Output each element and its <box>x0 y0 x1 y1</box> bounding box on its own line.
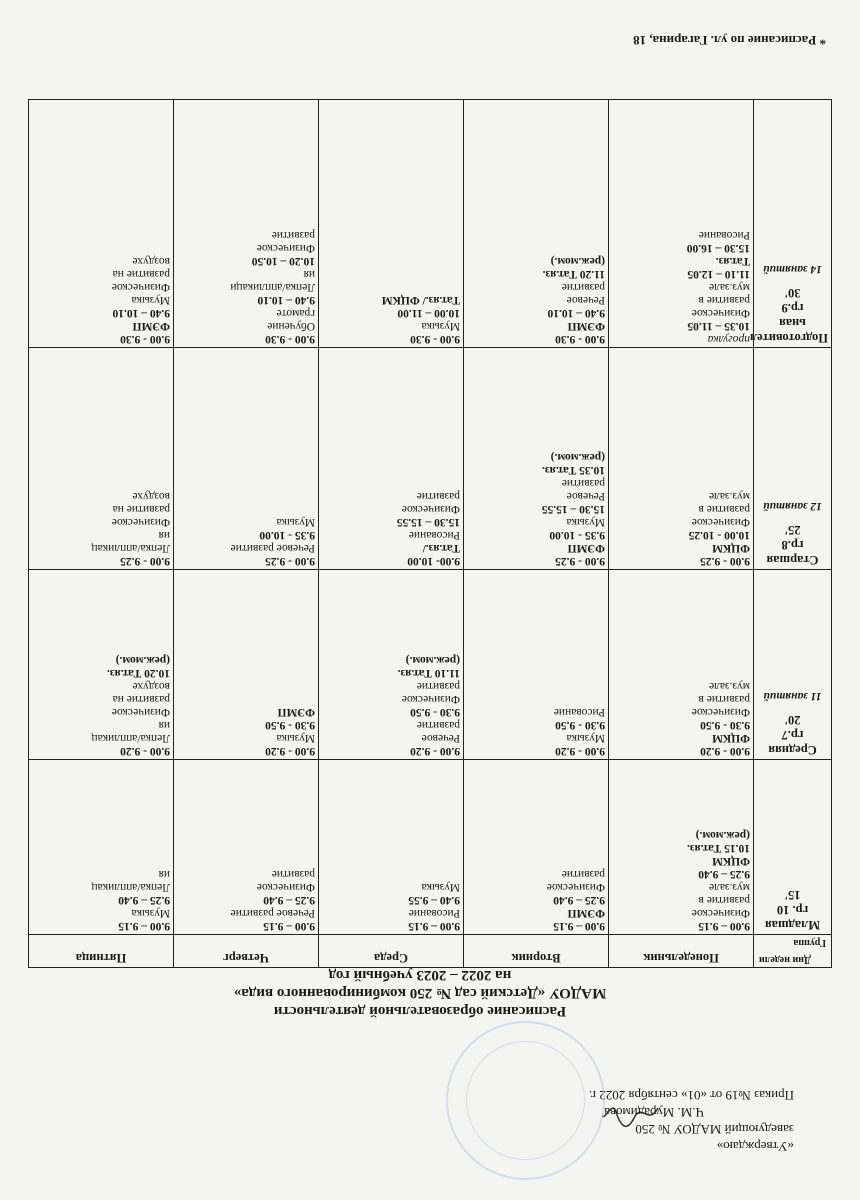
schedule-line: Физическое <box>691 307 750 319</box>
schedule-line: муз.зале <box>708 881 750 893</box>
schedule-cell <box>319 348 464 570</box>
schedule-cell <box>29 760 174 935</box>
corner-group: Группа <box>793 937 826 948</box>
schedule-line: 9.00 – 9.15 <box>698 920 750 932</box>
schedule-line: 9.00 – 9.15 <box>553 920 605 932</box>
schedule-line: ФЦКМ <box>711 542 750 554</box>
group-name: Старшая <box>766 553 819 567</box>
schedule-line: муз.зале <box>708 490 750 502</box>
schedule-line: Речевое <box>566 490 605 502</box>
schedule-line: (реж.мом.) <box>550 451 605 463</box>
schedule-line: развитие в <box>698 693 750 705</box>
group-cell <box>750 100 832 348</box>
schedule-line: 9.40 – 9.55 <box>408 894 460 906</box>
schedule-line: Музыка <box>566 732 605 744</box>
schedule-line: развитие <box>271 229 315 241</box>
schedule-cell <box>174 570 319 760</box>
title-line: МАДОУ «Детский сад № 250 комбинированного вида» <box>233 985 607 1001</box>
schedule-line: развитие <box>416 680 460 692</box>
approval-line: Ч.М. Мурадимова <box>604 1105 704 1120</box>
schedule-line: муз.зале <box>708 680 750 692</box>
schedule-line: ФЭМП <box>277 706 315 718</box>
schedule-line: Лепка/аппликац <box>91 542 170 554</box>
schedule-line: Физическое <box>401 503 460 515</box>
schedule-line: 9.00 - 9.20 <box>120 745 170 757</box>
schedule-line: ия <box>158 529 170 541</box>
schedule-line: ия <box>303 268 315 280</box>
header-row <box>29 935 832 968</box>
schedule-line: Тат.яз. <box>715 255 750 267</box>
schedule-cell <box>609 760 754 935</box>
schedule-line: 9.00 - 9.20 <box>265 745 315 757</box>
footnote: * Расписание по ул. Гагарина, 18 <box>633 33 826 48</box>
schedule-line: 9.00 - 9.30 <box>265 333 315 345</box>
schedule-line: Речевое развитие <box>230 907 315 919</box>
schedule-cell <box>29 570 174 760</box>
schedule-line: развитие на <box>112 693 170 705</box>
corner-days: Дни недели <box>759 954 811 965</box>
schedule-cell <box>174 100 319 348</box>
group-row <box>29 570 832 760</box>
schedule-line: (реж.мом.) <box>115 654 170 666</box>
schedule-line: Рисование <box>553 706 605 718</box>
schedule-cell <box>319 100 464 348</box>
schedule-line: развитие в <box>698 294 750 306</box>
schedule-line: 10.35 Тат.яз. <box>542 464 605 476</box>
group-count: 12 занятий <box>763 500 822 512</box>
schedule-line: Физическое <box>111 516 170 528</box>
schedule-line: 9.00 – 9.15 <box>408 920 460 932</box>
schedule-line: Тат.яз./ <box>422 542 460 554</box>
schedule-line: 9.00 - 9.25 <box>120 555 170 567</box>
schedule-line: 9.30 - 9.50 <box>555 719 605 731</box>
schedule-line: ФЭМП <box>567 907 605 919</box>
schedule-line: Речевое развитие <box>230 542 315 554</box>
schedule-line: 9.25 – 9.40 <box>698 868 750 880</box>
group-number: гр.8 <box>781 538 804 552</box>
schedule-line: Физическое <box>111 706 170 718</box>
schedule-cell <box>319 570 464 760</box>
schedule-cell <box>609 570 754 760</box>
schedule-line: 9.00 - 9.30 <box>555 333 605 345</box>
group-duration: 30' <box>784 286 801 300</box>
schedule-line: Музыка <box>131 294 170 306</box>
schedule-line: 9.00 - 9.20 <box>555 745 605 757</box>
schedule-line: Физическое <box>401 693 460 705</box>
schedule-line: развитие на <box>112 268 170 280</box>
schedule-line: ФЭМП <box>567 320 605 332</box>
schedule-line: развитие в <box>698 894 750 906</box>
group-name: Подготовител ьная <box>750 316 828 345</box>
schedule-line: Физическое <box>691 907 750 919</box>
schedule-line: (реж.мом.) <box>405 654 460 666</box>
schedule-line: ФЭМП <box>132 320 170 332</box>
group-row <box>29 348 832 570</box>
schedule-line: Тат.яз./ ФЦКМ <box>381 294 460 306</box>
schedule-line: 9.00 - 9.25 <box>700 555 750 567</box>
schedule-line: Речевое <box>421 732 460 744</box>
schedule-line: 9.40 – 10.10 <box>547 307 605 319</box>
day-header: Понедельник <box>609 935 754 968</box>
schedule-line: 10.00 - 10.25 <box>688 529 750 541</box>
approval-line: «Утверждаю» <box>716 1139 794 1154</box>
schedule-line: 9.35 - 10.00 <box>259 529 315 541</box>
group-number: гр. 10 <box>776 903 809 917</box>
schedule-cell <box>609 348 754 570</box>
schedule-line: 9.30 - 9.50 <box>700 719 750 731</box>
schedule-line: ия <box>158 868 170 880</box>
schedule-line: муз.зале <box>708 281 750 293</box>
group-cell <box>754 570 832 760</box>
schedule-cell <box>464 348 609 570</box>
schedule-line: 9.00- 10.00 <box>407 555 460 567</box>
schedule-line: 9.40 – 10.10 <box>257 294 315 306</box>
schedule-line: 10.20 Тат.яз. <box>107 667 170 679</box>
schedule-line: Обучение <box>267 320 315 332</box>
group-duration: 15' <box>784 888 801 902</box>
group-row <box>29 760 832 935</box>
schedule-line: развитие в <box>698 503 750 515</box>
schedule-line: Физическое <box>691 706 750 718</box>
group-cell <box>754 348 832 570</box>
schedule-line: развитие <box>416 490 460 502</box>
schedule-line: Физическое <box>546 881 605 893</box>
group-duration: 25' <box>784 523 801 537</box>
group-duration: 20' <box>784 713 801 727</box>
schedule-line: развитие <box>416 719 460 731</box>
schedule-line: ФЦКМ <box>711 732 750 744</box>
schedule-line: развитие <box>271 868 315 880</box>
group-cell <box>754 760 832 935</box>
day-header: Пятница <box>29 935 174 968</box>
schedule-line: Музыка <box>276 516 315 528</box>
schedule-cell <box>609 100 754 348</box>
schedule-line: 9.25 – 9.40 <box>263 894 315 906</box>
group-row <box>29 100 832 348</box>
schedule-line: 9.00 - 9.20 <box>700 745 750 757</box>
schedule-line: Физическое <box>256 242 315 254</box>
schedule-line: Физическое <box>111 281 170 293</box>
schedule-line: развитие <box>561 281 605 293</box>
schedule-cell <box>29 348 174 570</box>
schedule-line: 9.00 – 9.15 <box>263 920 315 932</box>
day-header: Вторник <box>464 935 609 968</box>
schedule-table <box>28 99 832 968</box>
schedule-line: 10.15 Тат.яз. <box>687 842 750 854</box>
page-title <box>140 966 700 1020</box>
schedule-line: развитие на <box>112 503 170 515</box>
schedule-line: Лепка/аппликац <box>91 881 170 893</box>
schedule-line: 10.35 – 11.05 <box>687 320 750 332</box>
schedule-line: 9.25 – 9.40 <box>553 894 605 906</box>
schedule-line: грамоте <box>276 307 315 319</box>
schedule-line: прогулка <box>707 333 750 345</box>
group-count: 14 занятий <box>763 263 822 275</box>
schedule-line: 15.30 – 15.55 <box>541 503 605 515</box>
schedule-line: 9.00 - 9.30 <box>410 333 460 345</box>
schedule-line: Музыка <box>421 320 460 332</box>
group-number: гр.9 <box>781 301 804 315</box>
schedule-line: Лепка/аппликаци <box>230 281 315 293</box>
signature <box>600 1100 660 1130</box>
schedule-line: 11.10 Тат.яз. <box>397 667 460 679</box>
schedule-cell <box>174 348 319 570</box>
schedule-line: 10.00 – 11.00 <box>397 307 460 319</box>
schedule-line: Рисование <box>408 529 460 541</box>
day-header: Среда <box>319 935 464 968</box>
title-line: на 2022 – 2023 учебный год <box>328 967 512 983</box>
corner-cell <box>754 935 832 968</box>
schedule-line: ия <box>158 719 170 731</box>
schedule-line: (реж.мом.) <box>695 829 750 841</box>
schedule-line: 9.30 - 9.50 <box>410 706 460 718</box>
schedule-line: Речевое <box>566 294 605 306</box>
schedule-line: воздухе <box>132 680 170 692</box>
schedule-line: (реж.мом.) <box>550 255 605 267</box>
schedule-line: Музыка <box>131 907 170 919</box>
schedule-line: Музыка <box>276 732 315 744</box>
schedule-line: Рисование <box>408 907 460 919</box>
schedule-cell <box>464 570 609 760</box>
schedule-line: 11.10 – 12.05 <box>687 268 750 280</box>
schedule-line: развитие <box>561 868 605 880</box>
schedule-line: 11.20 Тат.яз. <box>542 268 605 280</box>
schedule-line: ФЭМП <box>567 542 605 554</box>
group-count: 11 занятий <box>763 690 822 702</box>
schedule-line: 9.00 - 9.30 <box>120 333 170 345</box>
schedule-line: 15.30 – 15.55 <box>396 516 460 528</box>
schedule-line: воздухе <box>132 490 170 502</box>
schedule-line: 9.00 - 9.25 <box>555 555 605 567</box>
schedule-cell <box>174 760 319 935</box>
day-header: Четверг <box>174 935 319 968</box>
schedule-line: Физическое <box>691 516 750 528</box>
schedule-line: Музыка <box>566 516 605 528</box>
group-number: гр.7 <box>781 728 804 742</box>
schedule-cell <box>464 100 609 348</box>
approval-line: Приказ №19 от «01» сентября 2022 г. <box>588 1088 794 1103</box>
schedule-cell <box>464 760 609 935</box>
schedule-line: 15.30 – 16.00 <box>686 242 750 254</box>
group-name: Младшая <box>765 918 820 932</box>
schedule-line: 9.00 - 9.20 <box>410 745 460 757</box>
schedule-line: 9.00 – 9.15 <box>118 920 170 932</box>
title-line: Расписание образовательной деятельности <box>273 1003 567 1019</box>
schedule-line: 9.00 - 9.25 <box>265 555 315 567</box>
schedule-line: Рисование <box>698 229 750 241</box>
schedule-line: 10.20 – 10.50 <box>251 255 315 267</box>
stamp <box>446 1021 605 1180</box>
schedule-line: 9.35 - 10.00 <box>549 529 605 541</box>
schedule-line: 9.25 – 9.40 <box>118 894 170 906</box>
schedule-line: Физическое <box>256 881 315 893</box>
schedule-line: ФЦКМ <box>711 855 750 867</box>
schedule-cell <box>319 760 464 935</box>
schedule-line: воздухе <box>132 255 170 267</box>
schedule-cell <box>29 100 174 348</box>
schedule-line: Лепка/аппликац <box>91 732 170 744</box>
schedule-line: 9.40 – 10.10 <box>112 307 170 319</box>
schedule-line: развитие <box>561 477 605 489</box>
schedule-line: 9.30 - 9.50 <box>265 719 315 731</box>
approval-line: заведующий МАДОУ № 250 <box>635 1122 794 1137</box>
group-name: Средняя <box>768 743 817 757</box>
schedule-line: Музыка <box>421 881 460 893</box>
